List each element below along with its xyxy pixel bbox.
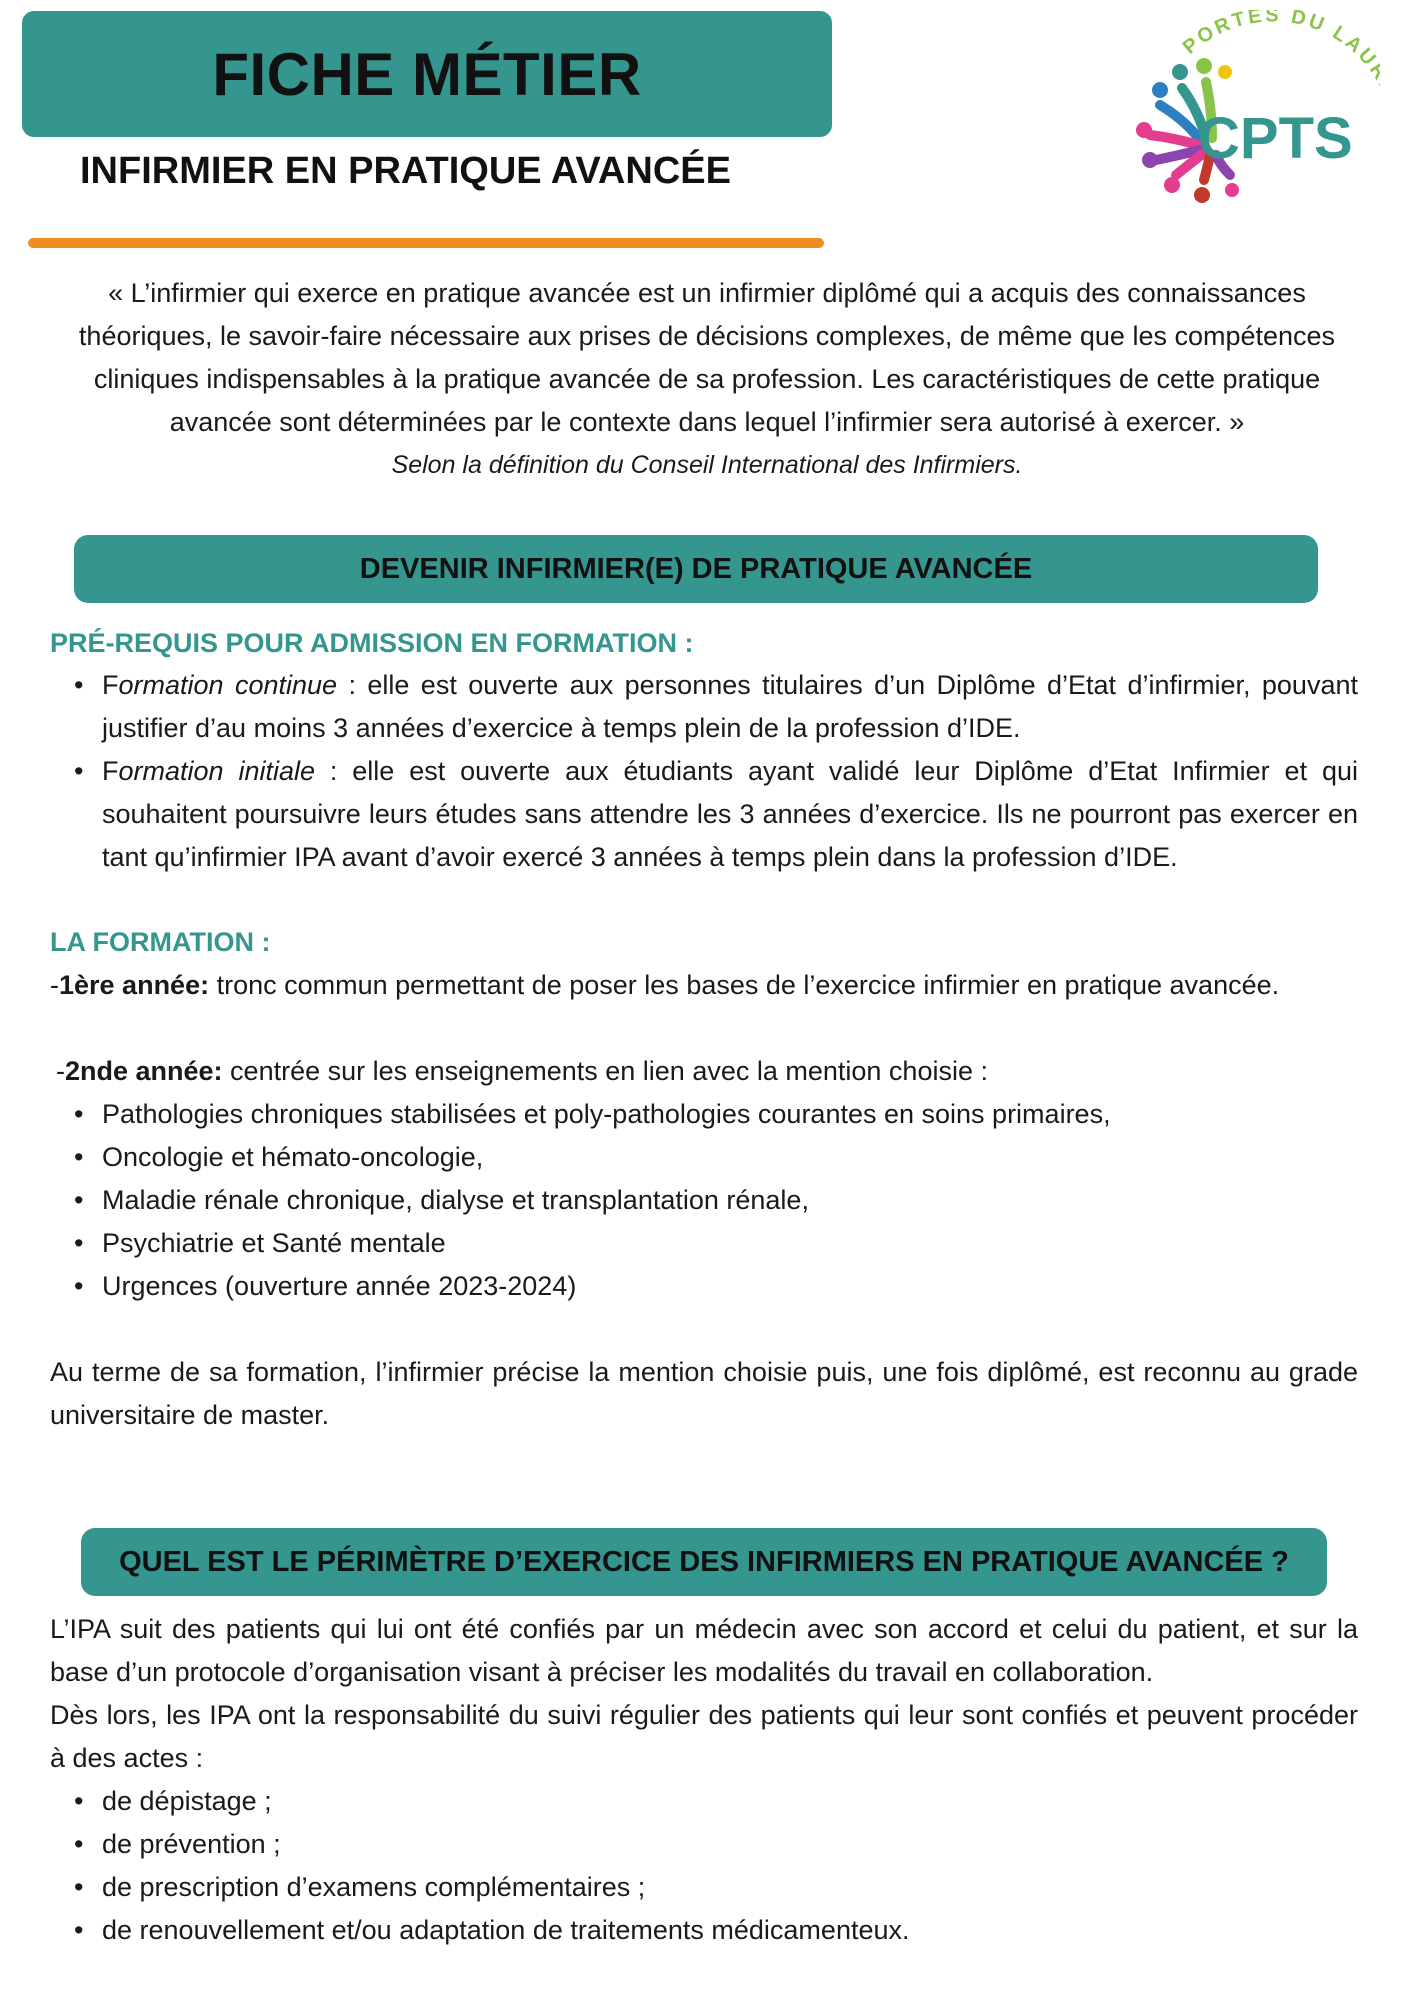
perimetre-paragraph-2: Dès lors, les IPA ont la responsabilité du suivi régulier des patients qui leur sont confiés et peuvent procéder à des actes : xyxy=(50,1700,1358,1773)
list-item: • de prescription d’examens complémentaires ; xyxy=(50,1866,1358,1909)
mention-list xyxy=(50,1093,1358,1308)
formation-conclusion: Au terme de sa formation, l’infirmier précise la mention choisie puis, une fois diplômé, est reconnu au grade universitaire de master. xyxy=(50,1357,1358,1430)
prereq-list xyxy=(50,664,1358,879)
page-title: FICHE MÉTIER xyxy=(212,40,642,108)
list-item: • de prévention ; xyxy=(50,1823,1358,1866)
title-banner xyxy=(22,11,832,137)
logo-arc-text: PORTES DU LAU xyxy=(1178,10,1380,72)
page-subtitle: INFIRMIER EN PRATIQUE AVANCÉE xyxy=(80,150,731,192)
section-devenir-content xyxy=(50,622,1358,1437)
prereq-heading: PRÉ-REQUIS POUR ADMISSION EN FORMATION : xyxy=(50,628,694,658)
section-perimetre-content xyxy=(50,1608,1358,1952)
year2-line: -2nde année: centrée sur les enseignements en lien avec la mention choisie : xyxy=(56,1056,988,1086)
list-item: • de renouvellement et/ou adaptation de traitements médicamenteux. xyxy=(50,1909,1358,1952)
list-item: • Maladie rénale chronique, dialyse et transplantation rénale, xyxy=(50,1179,1358,1222)
logo-mark-text: CPTS xyxy=(1198,106,1353,171)
formation-heading: LA FORMATION : xyxy=(50,927,271,957)
section-band-perimetre xyxy=(81,1528,1327,1596)
year1-line: -1ère année: tronc commun permettant de poser les bases de l’exercice infirmier en pratique avancée. xyxy=(50,970,1280,1000)
list-item: • Urgences (ouverture année 2023-2024) xyxy=(50,1265,1358,1308)
list-item: • Psychiatrie et Santé mentale xyxy=(50,1222,1358,1265)
list-item: • de dépistage ; xyxy=(50,1780,1358,1823)
section-band-devenir xyxy=(74,535,1318,603)
section-band-label: QUEL EST LE PÉRIMÈTRE D’EXERCICE DES INFIRMIERS EN PRATIQUE AVANCÉE ? xyxy=(119,1545,1289,1578)
list-item: • Formation continue : elle est ouverte aux personnes titulaires d’un Diplôme d’Etat d’infirmier, pouvant justifier d’au moins 3 années d’exercice à temps plein de la profession d’IDE. xyxy=(50,664,1358,750)
perimetre-paragraph-1: L’IPA suit des patients qui lui ont été confiés par un médecin avec son accord et celui du patient, et sur la base d’un protocole d’organisation visant à préciser les modalités du travail en collaboration. xyxy=(50,1614,1358,1687)
cpts-logo-graphic xyxy=(1120,10,1380,220)
cpts-logo xyxy=(1120,10,1380,220)
list-item: • Oncologie et hémato-oncologie, xyxy=(50,1136,1358,1179)
intro-quote xyxy=(40,272,1374,487)
list-item: • Pathologies chroniques stabilisées et poly-pathologies courantes en soins primaires, xyxy=(50,1093,1358,1136)
orange-divider xyxy=(28,238,824,248)
quote-text: « L’infirmier qui exerce en pratique avancée est un infirmier diplômé qui a acquis des connaissances théoriques, le savoir-faire nécessaire aux prises de décisions complexes, de même que les compétences cliniques indispensables à la pratique avancée de sa profession. Les caractéristiques de cette pratique avancée sont déterminées par le contexte dans lequel l’infirmier sera autorisé à exercer. » xyxy=(78,278,1336,437)
section-band-label: DEVENIR INFIRMIER(E) DE PRATIQUE AVANCÉE xyxy=(359,552,1033,585)
quote-source: Selon la définition du Conseil International des Infirmiers. xyxy=(391,451,1023,479)
list-item: • Formation initiale : elle est ouverte aux étudiants ayant validé leur Diplôme d’Etat Infirmier et qui souhaitent poursuivre leurs études sans attendre les 3 années d’exercice. Ils ne pourront pas exercer en tant qu’infirmier IPA avant d’avoir exercé 3 années à temps plein dans la profession d’IDE. xyxy=(50,750,1358,879)
acts-list xyxy=(50,1780,1358,1952)
